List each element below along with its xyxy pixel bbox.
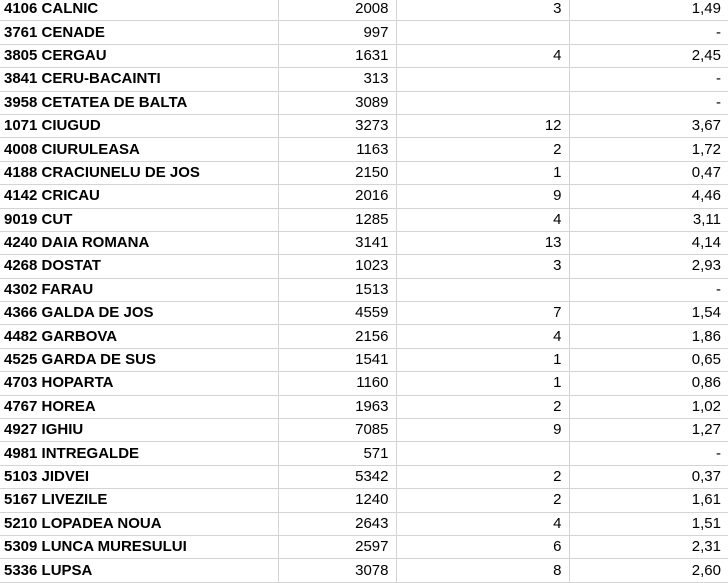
table-row: [0, 161, 728, 184]
rate-cell[interactable]: 1,27: [569, 419, 728, 442]
rate-cell[interactable]: 0,47: [569, 161, 728, 184]
table-row: [0, 21, 728, 44]
rate-cell[interactable]: 2,45: [569, 44, 728, 67]
table-row: [0, 255, 728, 278]
population-cell[interactable]: 3089: [278, 91, 396, 114]
rate-cell[interactable]: 1,72: [569, 138, 728, 161]
rate-cell[interactable]: 1,61: [569, 489, 728, 512]
rate-cell[interactable]: 2,93: [569, 255, 728, 278]
population-cell[interactable]: 5342: [278, 465, 396, 488]
table-row: [0, 535, 728, 558]
table-row: [0, 68, 728, 91]
population-cell[interactable]: 1631: [278, 44, 396, 67]
population-cell[interactable]: 2008: [278, 0, 396, 21]
locality-cell[interactable]: 4240 DAIA ROMANA: [0, 231, 278, 254]
population-cell[interactable]: 1240: [278, 489, 396, 512]
population-cell[interactable]: 1963: [278, 395, 396, 418]
population-cell[interactable]: 1160: [278, 372, 396, 395]
table-row: [0, 512, 728, 535]
locality-cell[interactable]: 4268 DOSTAT: [0, 255, 278, 278]
population-cell[interactable]: 1541: [278, 348, 396, 371]
locality-cell[interactable]: 9019 CUT: [0, 208, 278, 231]
rate-cell[interactable]: 4,46: [569, 185, 728, 208]
count-cell[interactable]: [396, 442, 569, 465]
table-row: [0, 559, 728, 582]
locality-cell[interactable]: 4366 GALDA DE JOS: [0, 302, 278, 325]
table-row: [0, 419, 728, 442]
rate-cell[interactable]: 2,31: [569, 535, 728, 558]
count-cell[interactable]: [396, 68, 569, 91]
rate-cell[interactable]: 1,86: [569, 325, 728, 348]
rate-cell[interactable]: 0,37: [569, 465, 728, 488]
locality-cell[interactable]: 4482 GARBOVA: [0, 325, 278, 348]
locality-cell[interactable]: 5336 LUPSA: [0, 559, 278, 582]
locality-cell[interactable]: 4981 INTREGALDE: [0, 442, 278, 465]
rate-cell[interactable]: -: [569, 91, 728, 114]
locality-cell[interactable]: 3958 CETATEA DE BALTA: [0, 91, 278, 114]
table-row: [0, 489, 728, 512]
population-cell[interactable]: 1513: [278, 278, 396, 301]
rate-cell[interactable]: 1,02: [569, 395, 728, 418]
count-cell[interactable]: 9: [396, 185, 569, 208]
count-cell[interactable]: 3: [396, 255, 569, 278]
locality-cell[interactable]: 4767 HOREA: [0, 395, 278, 418]
count-cell[interactable]: [396, 21, 569, 44]
count-cell[interactable]: [396, 91, 569, 114]
table-row: [0, 114, 728, 137]
count-cell[interactable]: 1: [396, 161, 569, 184]
locality-cell[interactable]: 5167 LIVEZILE: [0, 489, 278, 512]
rate-cell[interactable]: -: [569, 278, 728, 301]
table-row: [0, 442, 728, 465]
count-cell[interactable]: 4: [396, 208, 569, 231]
locality-cell[interactable]: 3761 CENADE: [0, 21, 278, 44]
table-row: [0, 325, 728, 348]
population-cell[interactable]: 2150: [278, 161, 396, 184]
rate-cell[interactable]: 0,86: [569, 372, 728, 395]
population-cell[interactable]: 313: [278, 68, 396, 91]
count-cell[interactable]: [396, 278, 569, 301]
locality-cell[interactable]: 4142 CRICAU: [0, 185, 278, 208]
table-row: [0, 348, 728, 371]
population-cell[interactable]: 3141: [278, 231, 396, 254]
table-row: [0, 278, 728, 301]
locality-cell[interactable]: 3805 CERGAU: [0, 44, 278, 67]
count-cell[interactable]: 1: [396, 372, 569, 395]
table-row: [0, 395, 728, 418]
locality-cell[interactable]: 5309 LUNCA MURESULUI: [0, 535, 278, 558]
rate-cell[interactable]: 1,49: [569, 0, 728, 21]
rate-cell[interactable]: -: [569, 21, 728, 44]
locality-cell[interactable]: 5103 JIDVEI: [0, 465, 278, 488]
count-cell[interactable]: 2: [396, 138, 569, 161]
population-cell[interactable]: 2016: [278, 185, 396, 208]
count-cell[interactable]: 13: [396, 231, 569, 254]
locality-cell[interactable]: 4106 CALNIC: [0, 0, 278, 21]
population-cell[interactable]: 2597: [278, 535, 396, 558]
locality-cell[interactable]: 5210 LOPADEA NOUA: [0, 512, 278, 535]
rate-cell[interactable]: 2,60: [569, 559, 728, 582]
population-cell[interactable]: 571: [278, 442, 396, 465]
table-row: [0, 208, 728, 231]
rate-cell[interactable]: 1,54: [569, 302, 728, 325]
population-cell[interactable]: 1023: [278, 255, 396, 278]
table-row: [0, 302, 728, 325]
count-cell[interactable]: 2: [396, 489, 569, 512]
locality-cell[interactable]: 4927 IGHIU: [0, 419, 278, 442]
count-cell[interactable]: 1: [396, 348, 569, 371]
rate-cell[interactable]: 1,51: [569, 512, 728, 535]
locality-cell[interactable]: 4525 GARDA DE SUS: [0, 348, 278, 371]
population-cell[interactable]: 4559: [278, 302, 396, 325]
locality-cell[interactable]: 3841 CERU-BACAINTI: [0, 68, 278, 91]
table-row: [0, 185, 728, 208]
count-cell[interactable]: 3: [396, 0, 569, 21]
table-row: [0, 465, 728, 488]
count-cell[interactable]: 9: [396, 419, 569, 442]
count-cell[interactable]: 12: [396, 114, 569, 137]
count-cell[interactable]: 4: [396, 512, 569, 535]
population-cell[interactable]: 3273: [278, 114, 396, 137]
rate-cell[interactable]: -: [569, 442, 728, 465]
rate-cell[interactable]: -: [569, 68, 728, 91]
count-cell[interactable]: 8: [396, 559, 569, 582]
locality-cell[interactable]: 4188 CRACIUNELU DE JOS: [0, 161, 278, 184]
population-cell[interactable]: 1285: [278, 208, 396, 231]
locality-cell[interactable]: 4008 CIURULEASA: [0, 138, 278, 161]
rate-cell[interactable]: 4,14: [569, 231, 728, 254]
rate-cell[interactable]: 3,11: [569, 208, 728, 231]
locality-cell[interactable]: 4703 HOPARTA: [0, 372, 278, 395]
population-cell[interactable]: 2643: [278, 512, 396, 535]
population-cell[interactable]: 2156: [278, 325, 396, 348]
population-cell[interactable]: 1163: [278, 138, 396, 161]
table-row: [0, 44, 728, 67]
population-cell[interactable]: 3078: [278, 559, 396, 582]
table-row: [0, 91, 728, 114]
count-cell[interactable]: 6: [396, 535, 569, 558]
count-cell[interactable]: 4: [396, 44, 569, 67]
table-row: [0, 231, 728, 254]
count-cell[interactable]: 2: [396, 465, 569, 488]
table-row: [0, 138, 728, 161]
rate-cell[interactable]: 3,67: [569, 114, 728, 137]
locality-cell[interactable]: 4302 FARAU: [0, 278, 278, 301]
table-row: [0, 372, 728, 395]
count-cell[interactable]: 7: [396, 302, 569, 325]
rate-cell[interactable]: 0,65: [569, 348, 728, 371]
count-cell[interactable]: 2: [396, 395, 569, 418]
count-cell[interactable]: 4: [396, 325, 569, 348]
locality-cell[interactable]: 1071 CIUGUD: [0, 114, 278, 137]
population-cell[interactable]: 7085: [278, 419, 396, 442]
population-cell[interactable]: 997: [278, 21, 396, 44]
table-row: [0, 0, 728, 21]
